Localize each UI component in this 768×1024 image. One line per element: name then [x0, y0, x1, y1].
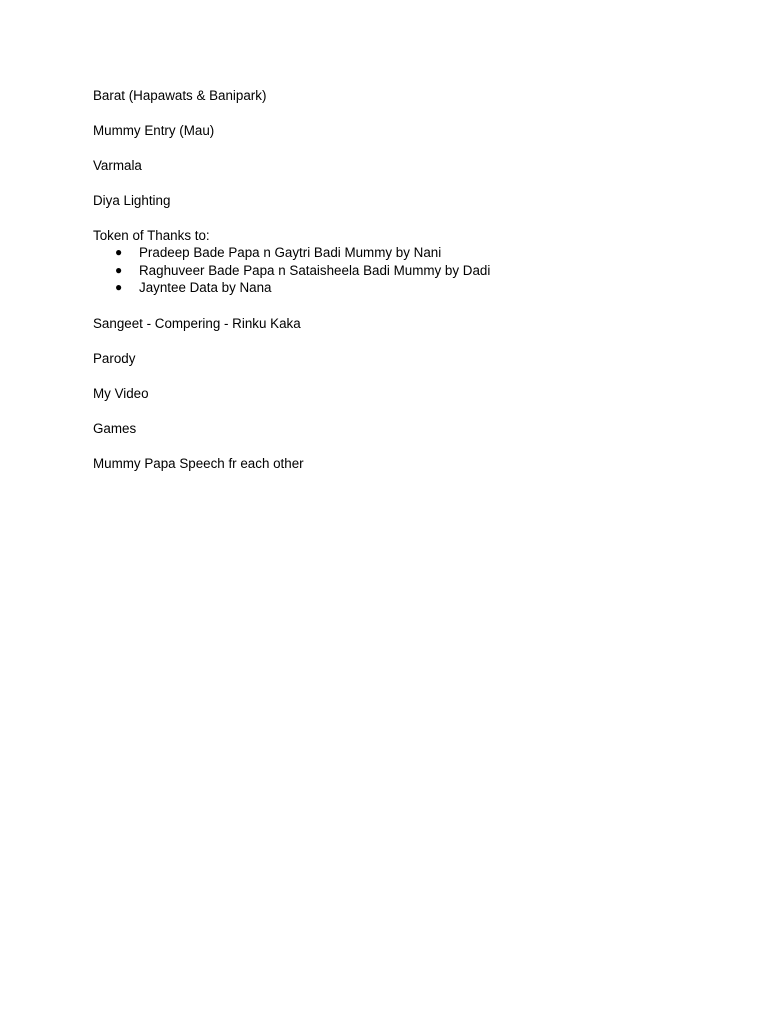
line-parody: Parody — [93, 350, 136, 366]
thanks-heading: Token of Thanks to: — [93, 228, 210, 243]
bullet-icon: ● — [115, 280, 123, 294]
list-item — [93, 262, 713, 280]
thanks-list — [93, 244, 713, 297]
list-item-text: Pradeep Bade Papa n Gaytri Badi Mummy by Nani — [139, 245, 442, 260]
line-mummy-entry: Mummy Entry (Mau) — [93, 123, 215, 138]
list-item — [93, 244, 713, 262]
list-item-text: Raghuveer Bade Papa n Sataisheela Badi Mummy by Dadi — [139, 262, 491, 278]
line-barat: Barat (Hapawats & Banipark) — [93, 88, 267, 103]
line-varmala: Varmala — [93, 158, 142, 173]
line-sangeet: Sangeet - Compering - Rinku Kaka — [93, 315, 301, 331]
list-item — [93, 279, 713, 297]
list-item-text: Jayntee Data by Nana — [139, 280, 272, 295]
line-my-video: My Video — [93, 385, 149, 401]
bullet-icon: ● — [115, 262, 123, 277]
line-diya-lighting: Diya Lighting — [93, 193, 171, 208]
line-games: Games — [93, 420, 137, 436]
line-speech: Mummy Papa Speech fr each other — [93, 455, 304, 471]
bullet-icon: ● — [115, 245, 123, 259]
document-page — [93, 87, 713, 472]
